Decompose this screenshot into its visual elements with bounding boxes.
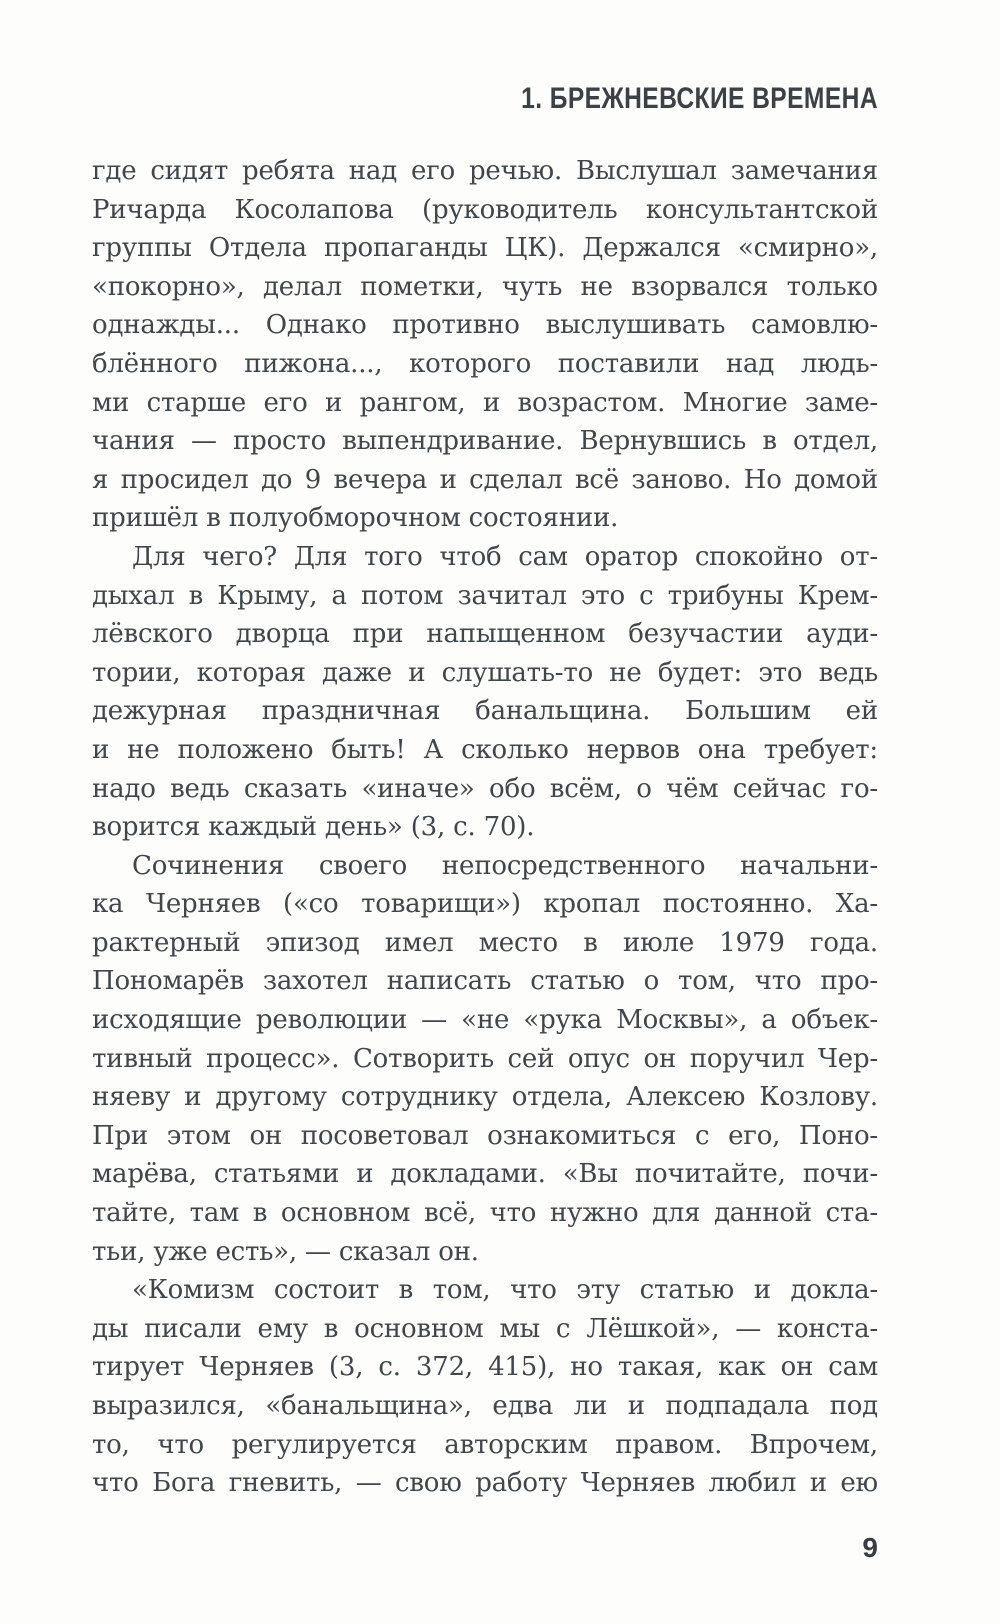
text-line: тивный процесс». Сотворить сей опус он поручил Чер- xyxy=(92,1043,878,1074)
text-line: тории, которая даже и слушать-то не будет: это ведь xyxy=(92,657,878,688)
text-line: тирует Черняев (3, с. 372, 415), но такая, как он сам xyxy=(92,1352,878,1383)
text-line: выразился, «банальщина», едва ли и подпадала под xyxy=(92,1391,878,1421)
text-line: марёва, статьями и докладами. «Вы почитайте, почи- xyxy=(92,1159,878,1190)
text-line: ды писали ему в основном мы с Лёшкой», — конста- xyxy=(92,1313,878,1344)
text-line: Пономарёв захотел написать статью о том, что про- xyxy=(92,966,878,997)
text-line: что Бога гневить, — свою работу Черняев любил и ею xyxy=(92,1468,878,1499)
text-line: ми старше его и рангом, и возрастом. Многие заме- xyxy=(92,387,878,418)
text-line: чания — просто выпендривание. Вернувшись в отдел, xyxy=(92,426,878,457)
text-line: надо ведь сказать «иначе» обо всём, о чём сейчас го- xyxy=(92,773,878,804)
text-line: лёвского дворца при напыщенном безучастии ауди- xyxy=(92,619,878,650)
text-line: ворится каждый день» (3, с. 70). xyxy=(92,812,535,843)
text-line: дыхал в Крыму, а потом зачитал это с трибуны Крем- xyxy=(92,580,878,611)
text-line: тайте, там в основном всё, что нужно для данной ста- xyxy=(92,1198,878,1229)
text-line: ка Черняев («со товарищи») кропал постоянно. Ха- xyxy=(92,889,878,920)
text-line: дежурная праздничная банальщина. Большим ей xyxy=(92,696,878,727)
text-line: и не положено быть! А сколько нервов она требует: xyxy=(92,734,878,765)
text-line: Сочинения своего непосредственного начальни- xyxy=(132,850,878,881)
text-line: «покорно», делал пометки, чуть не взорвался только xyxy=(92,271,878,302)
text-line: тьи, уже есть», — сказал он. xyxy=(92,1236,479,1267)
text-line: няеву и другому сотруднику отдела, Алексею Козлову. xyxy=(92,1082,878,1113)
text-line: рактерный эпизод имел место в июле 1979 года. xyxy=(92,927,878,958)
text-line: При этом он посоветовал ознакомиться с его, Поно- xyxy=(92,1120,878,1151)
body-text xyxy=(92,152,878,1503)
text-line: Ричарда Косолапова (руководитель консультантской xyxy=(92,194,878,225)
text-line: где сидят ребята над его речью. Выслушал замечания xyxy=(92,156,878,186)
text-line: группы Отдела пропаганды ЦК). Держался «смирно», xyxy=(92,233,878,264)
text-line: Для чего? Для того чтоб сам оратор спокойно от- xyxy=(132,541,878,572)
text-line: блённого пижона..., которого поставили над людь- xyxy=(92,348,878,379)
text-line: исходящие революции — «не «рука Москвы», а объек- xyxy=(92,1005,878,1036)
text-line: «Комизм состоит в том, что эту статью и докла- xyxy=(132,1275,878,1306)
text-line: я просидел до 9 вечера и сделал всё заново. Но домой xyxy=(92,464,878,495)
text-line: то, что регулируется авторским правом. Впрочем, xyxy=(92,1429,878,1460)
text-line: однажды... Однако противно выслушивать самовлю- xyxy=(92,310,878,341)
page-number: 9 xyxy=(862,1532,878,1563)
text-line: пришёл в полуобморочном состоянии. xyxy=(92,503,619,534)
chapter-running-head: 1. БРЕЖНЕВСКИЕ ВРЕМЕНА xyxy=(521,82,878,115)
